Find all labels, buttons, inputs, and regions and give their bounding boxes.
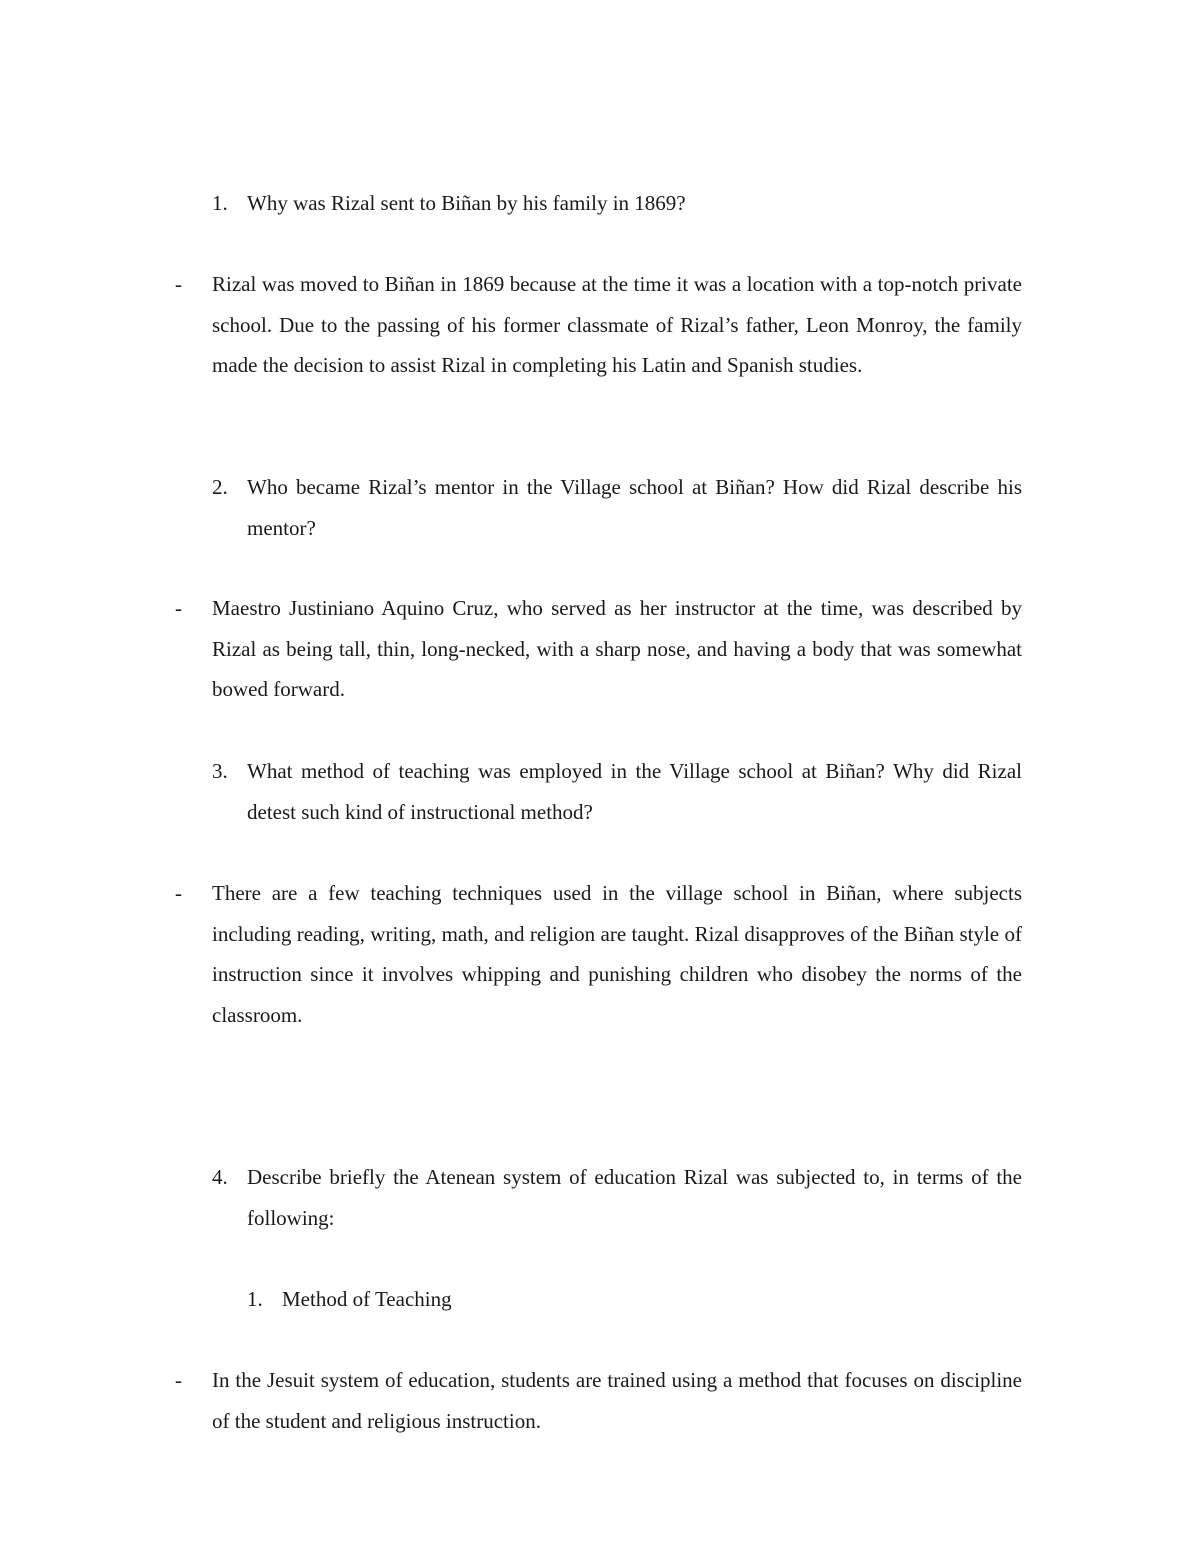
question-number: 4. bbox=[212, 1165, 228, 1189]
question-text: Why was Rizal sent to Biñan by his family in 1869? bbox=[247, 191, 686, 215]
question-1 bbox=[212, 183, 1022, 224]
question-number: 1. bbox=[212, 191, 228, 215]
sub-item-number: 1. bbox=[247, 1287, 263, 1311]
question-text: Who became Rizal’s mentor in the Village school at Biñan? How did Rizal describe his mentor? bbox=[247, 475, 1022, 540]
answer-text: Rizal was moved to Biñan in 1869 because at the time it was a location with a top-notch private school. Due to the passing of his former classmate of Rizal’s father, Leon Monroy, the family made the decision to assist Rizal in completing his Latin and Spanish studies. bbox=[212, 272, 1022, 378]
question-text: What method of teaching was employed in the Village school at Biñan? Why did Rizal detest such kind of instructional method? bbox=[247, 759, 1022, 824]
question-4 bbox=[212, 1157, 1022, 1239]
answer-bullet: - bbox=[175, 272, 182, 296]
question-number: 2. bbox=[212, 475, 228, 499]
answer-bullet: - bbox=[175, 1368, 182, 1392]
answer-2 bbox=[175, 588, 1022, 710]
answer-text: Maestro Justiniano Aquino Cruz, who served as her instructor at the time, was described by Rizal as being tall, thin, long-necked, with a sharp nose, and having a body that was somewhat bowed forward. bbox=[212, 596, 1022, 702]
question-text: Describe briefly the Atenean system of education Rizal was subjected to, in terms of the following: bbox=[247, 1165, 1022, 1230]
answer-text: In the Jesuit system of education, students are trained using a method that focuses on discipline of the student and religious instruction. bbox=[212, 1368, 1022, 1433]
question-3 bbox=[212, 751, 1022, 833]
answer-text: There are a few teaching techniques used in the village school in Biñan, where subjects including reading, writing, math, and religion are taught. Rizal disapproves of the Biñan style of instruction since it involves whipping and punishing children who disobey the norms of the classroom. bbox=[212, 881, 1022, 1028]
answer-bullet: - bbox=[175, 881, 182, 905]
answer-bullet: - bbox=[175, 596, 182, 620]
sub-item-text: Method of Teaching bbox=[282, 1287, 452, 1311]
answer-1 bbox=[175, 264, 1022, 386]
answer-3 bbox=[175, 873, 1022, 1036]
question-2 bbox=[212, 467, 1022, 549]
sub-item-method-of-teaching bbox=[247, 1279, 1022, 1320]
answer-4 bbox=[175, 1360, 1022, 1441]
question-number: 3. bbox=[212, 759, 228, 783]
